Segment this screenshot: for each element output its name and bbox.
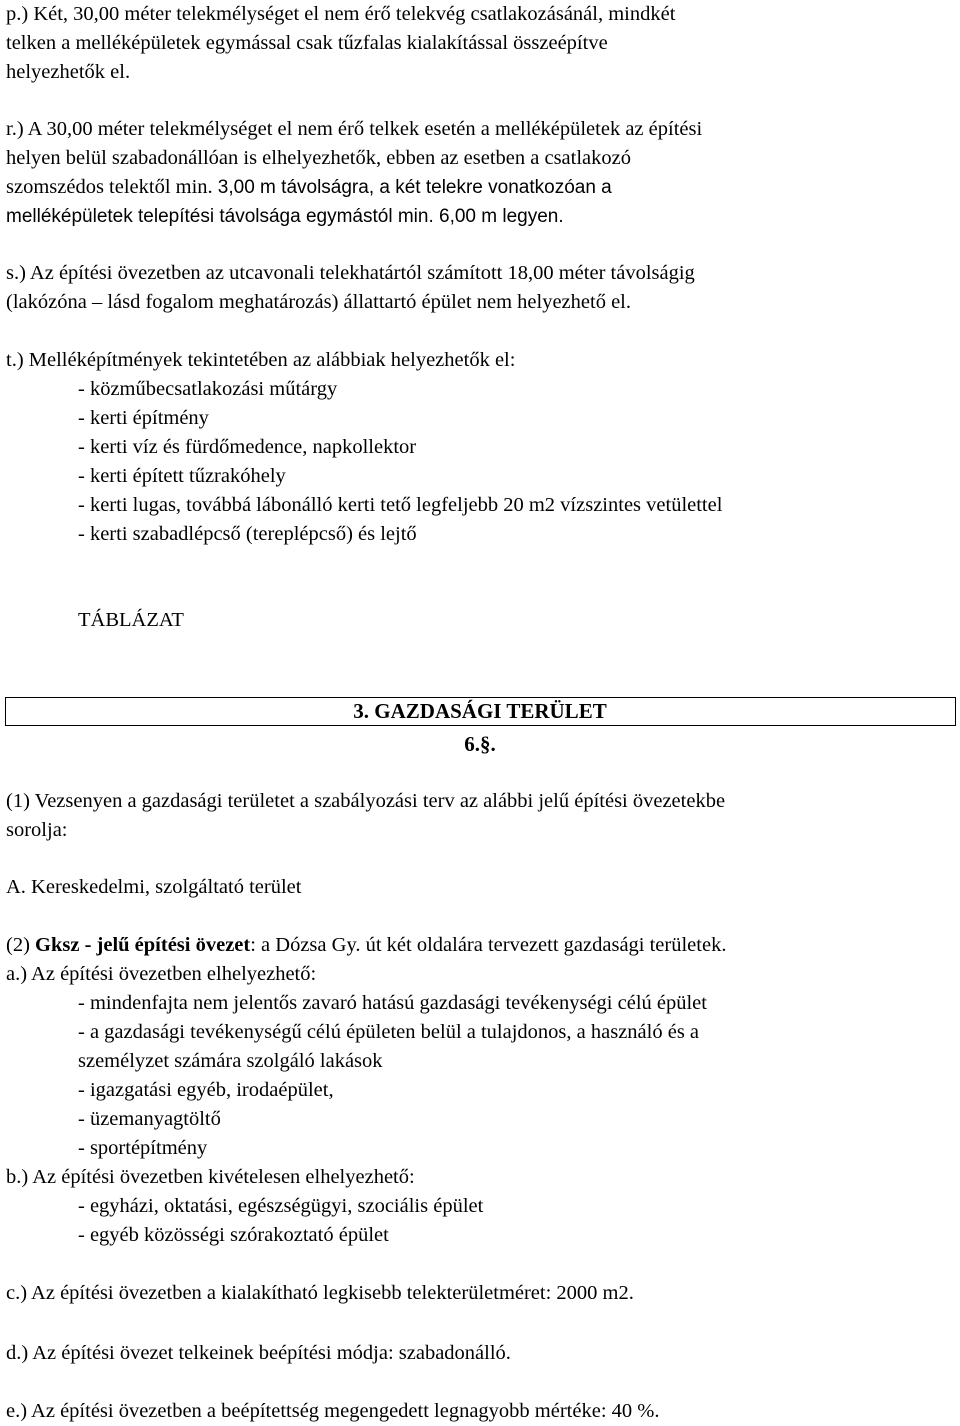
para-p-line3: helyezhetők el. xyxy=(6,61,131,83)
para-r-line3-end: 3,00 m távolságra, a két telekre vonatkozóan a xyxy=(217,177,612,198)
para-r-line4: melléképületek telepítési távolsága egymástól min. 6,00 m legyen. xyxy=(6,206,564,227)
para-a-item: - igazgatási egyéb, irodaépület, xyxy=(78,1079,334,1101)
para-1-line1: (1) Vezsenyen a gazdasági területet a szabályozási terv az alábbi jelű építési övezetekbe xyxy=(6,790,726,812)
para-t-item: - kerti lugas, továbbá lábonálló kerti tető legfeljebb 20 m2 vízszintes vetülettel xyxy=(78,494,723,516)
para-d: d.) Az építési övezet telkeinek beépítési módja: szabadonálló. xyxy=(6,1342,511,1364)
para-a-intro: a.) Az építési övezetben elhelyezhető: xyxy=(6,963,317,985)
para-r-line3 xyxy=(6,173,612,202)
para-r-line2: helyen belül szabadonállóan is elhelyezhetők, ebben az esetben a csatlakozó xyxy=(6,147,631,169)
para-1-line2: sorolja: xyxy=(6,819,68,841)
para-a-item: - mindenfajta nem jelentős zavaró hatású gazdasági tevékenységi célú épület xyxy=(78,992,707,1014)
para-t-intro: t.) Melléképítmények tekintetében az alábbiak helyezhetők el: xyxy=(6,349,516,371)
para-r-line3-start: szomszédos telektől min. xyxy=(6,176,218,198)
para-s-line2: (lakózóna – lásd fogalom meghatározás) állattartó épület nem helyezhető el. xyxy=(6,291,631,313)
para-p-line2: telken a melléképületek egymással csak tűzfalas kialakítással összeépítve xyxy=(6,32,608,54)
para-b-intro: b.) Az építési övezetben kivételesen elhelyezhető: xyxy=(6,1166,415,1188)
para-t-item: - kerti épített tűzrakóhely xyxy=(78,465,286,487)
para-e: e.) Az építési övezetben a beépítettség megengedett legnagyobb mértéke: 40 %. xyxy=(6,1400,660,1422)
para-a-item: - üzemanyagtöltő xyxy=(78,1108,221,1130)
para-t-item: - kerti szabadlépcső (tereplépcső) és lejtő xyxy=(78,523,417,545)
para-2-zone-name: Gksz - jelű építési övezet xyxy=(35,934,251,956)
para-a-item: - a gazdasági tevékenységű célú épületen belül a tulajdonos, a használó és a xyxy=(78,1021,700,1043)
para-r-line1: r.) A 30,00 méter telekmélységet el nem érő telkek esetén a melléképületek az építési xyxy=(6,118,703,140)
para-s-line1: s.) Az építési övezetben az utcavonali telekhatártól számított 18,00 méter távolságig xyxy=(6,262,695,284)
table-label: TÁBLÁZAT xyxy=(78,609,184,631)
para-a-item: - sportépítmény xyxy=(78,1137,208,1159)
zone-a: A. Kereskedelmi, szolgáltató terület xyxy=(6,876,302,898)
para-2-prefix: (2) xyxy=(6,934,36,956)
para-a-item: személyzet számára szolgáló lakások xyxy=(78,1050,383,1072)
para-2-suffix: : a Dózsa Gy. út két oldalára tervezett gazdasági területek. xyxy=(250,934,727,956)
section-title: 3. GAZDASÁGI TERÜLET xyxy=(353,699,607,723)
section-number: 6.§. xyxy=(464,732,496,756)
para-t-item: - kerti víz és fürdőmedence, napkollektor xyxy=(78,436,417,458)
para-c: c.) Az építési övezetben a kialakítható legkisebb telekterületméret: 2000 m2. xyxy=(6,1282,634,1304)
para-t-item: - közműbecsatlakozási műtárgy xyxy=(78,378,338,400)
para-p-line1: p.) Két, 30,00 méter telekmélységet el nem érő telekvég csatlakozásánál, mindkét xyxy=(6,3,676,25)
para-b-item: - egyéb közösségi szórakoztató épület xyxy=(78,1224,389,1246)
para-2 xyxy=(6,931,726,960)
para-b-item: - egyházi, oktatási, egészségügyi, szociális épület xyxy=(78,1195,484,1217)
para-t-item: - kerti építmény xyxy=(78,407,209,429)
